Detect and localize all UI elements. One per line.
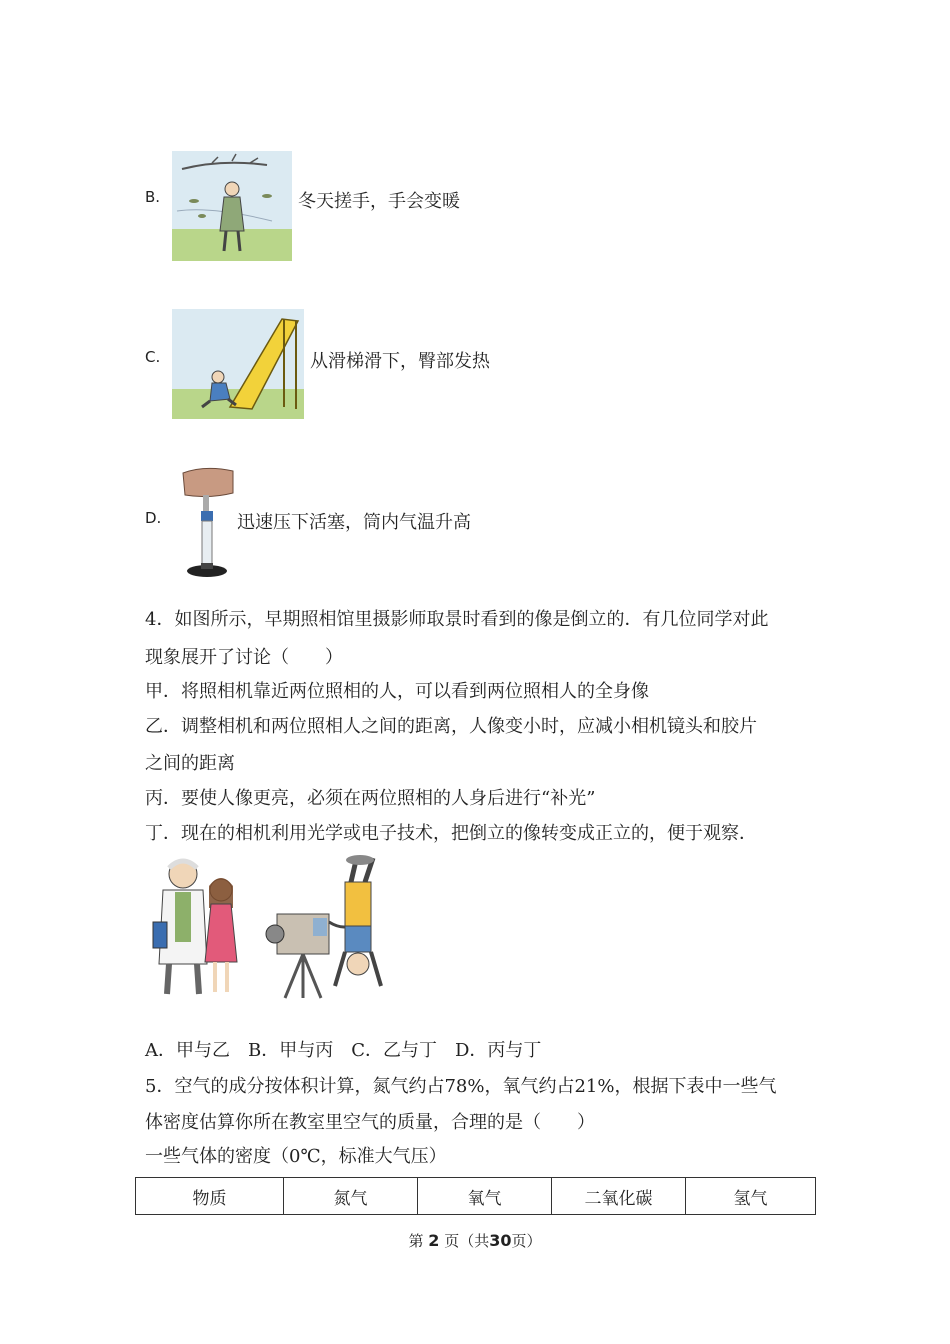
footer-suffix: 页） (511, 1232, 542, 1250)
q4-statement-ding: 丁．现在的相机利用光学或电子技术，把倒立的像转变成正立的，便于观察． (145, 823, 757, 844)
table-header-cell: 氢气 (686, 1178, 816, 1215)
option-d-text: 迅速压下活塞，筒内气温升高 (237, 512, 471, 533)
table-header-cell: 氮气 (284, 1178, 418, 1215)
option-b-label: B. (145, 188, 161, 206)
q5-stem-line-2: 体密度估算你所在教室里空气的质量，合理的是（ ） (145, 1112, 595, 1133)
q4-stem-line-1: 4．如图所示，早期照相馆里摄影师取景时看到的像是倒立的．有几位同学对此 (145, 609, 769, 630)
q4-statement-yi-line-2: 之间的距离 (145, 753, 235, 774)
q5-stem-line-1: 5．空气的成分按体积计算，氮气约占78%，氧气约占21%，根据下表中一些气 (145, 1076, 777, 1097)
option-d-label: D. (145, 509, 162, 527)
table-header-cell: 二氧化碳 (552, 1178, 686, 1215)
q4-statement-yi-line-1: 乙．调整相机和两位照相人之间的距离，人像变小时，应减小相机镜头和胶片 (145, 716, 757, 737)
q4-statement-jia: 甲．将照相机靠近两位照相的人，可以看到两位照相人的全身像 (145, 681, 649, 702)
old-man-in-wind-illustration (172, 151, 292, 261)
table-header-row (136, 1178, 816, 1215)
footer-prefix: 第 (408, 1232, 424, 1250)
footer-page-number: 2 (428, 1231, 440, 1250)
table-header-cell: 物质 (136, 1178, 284, 1215)
gas-density-table (135, 1177, 816, 1215)
q4-statement-bing: 丙．要使人像更亮，必须在两位照相的人身后进行“补光” (145, 788, 596, 809)
q4-choices: A．甲与乙 B．甲与丙 C．乙与丁 D．丙与丁 (145, 1040, 542, 1061)
q5-table-caption: 一些气体的密度（0℃，标准大气压） (145, 1146, 447, 1167)
option-c-text: 从滑梯滑下，臀部发热 (310, 351, 490, 372)
page-footer (0, 1230, 950, 1251)
q4-stem-line-2: 现象展开了讨论（ ） (145, 647, 343, 668)
child-on-slide-illustration (172, 309, 304, 419)
option-c-label: C. (145, 348, 161, 366)
table-header-cell: 氧气 (418, 1178, 552, 1215)
photographer-camera-illustration (145, 852, 395, 1002)
hand-pressing-piston-illustration (175, 467, 237, 583)
footer-total-pages: 30 (489, 1231, 512, 1250)
option-b-text: 冬天搓手，手会变暖 (298, 191, 460, 212)
footer-middle: 页（共 (444, 1232, 490, 1250)
